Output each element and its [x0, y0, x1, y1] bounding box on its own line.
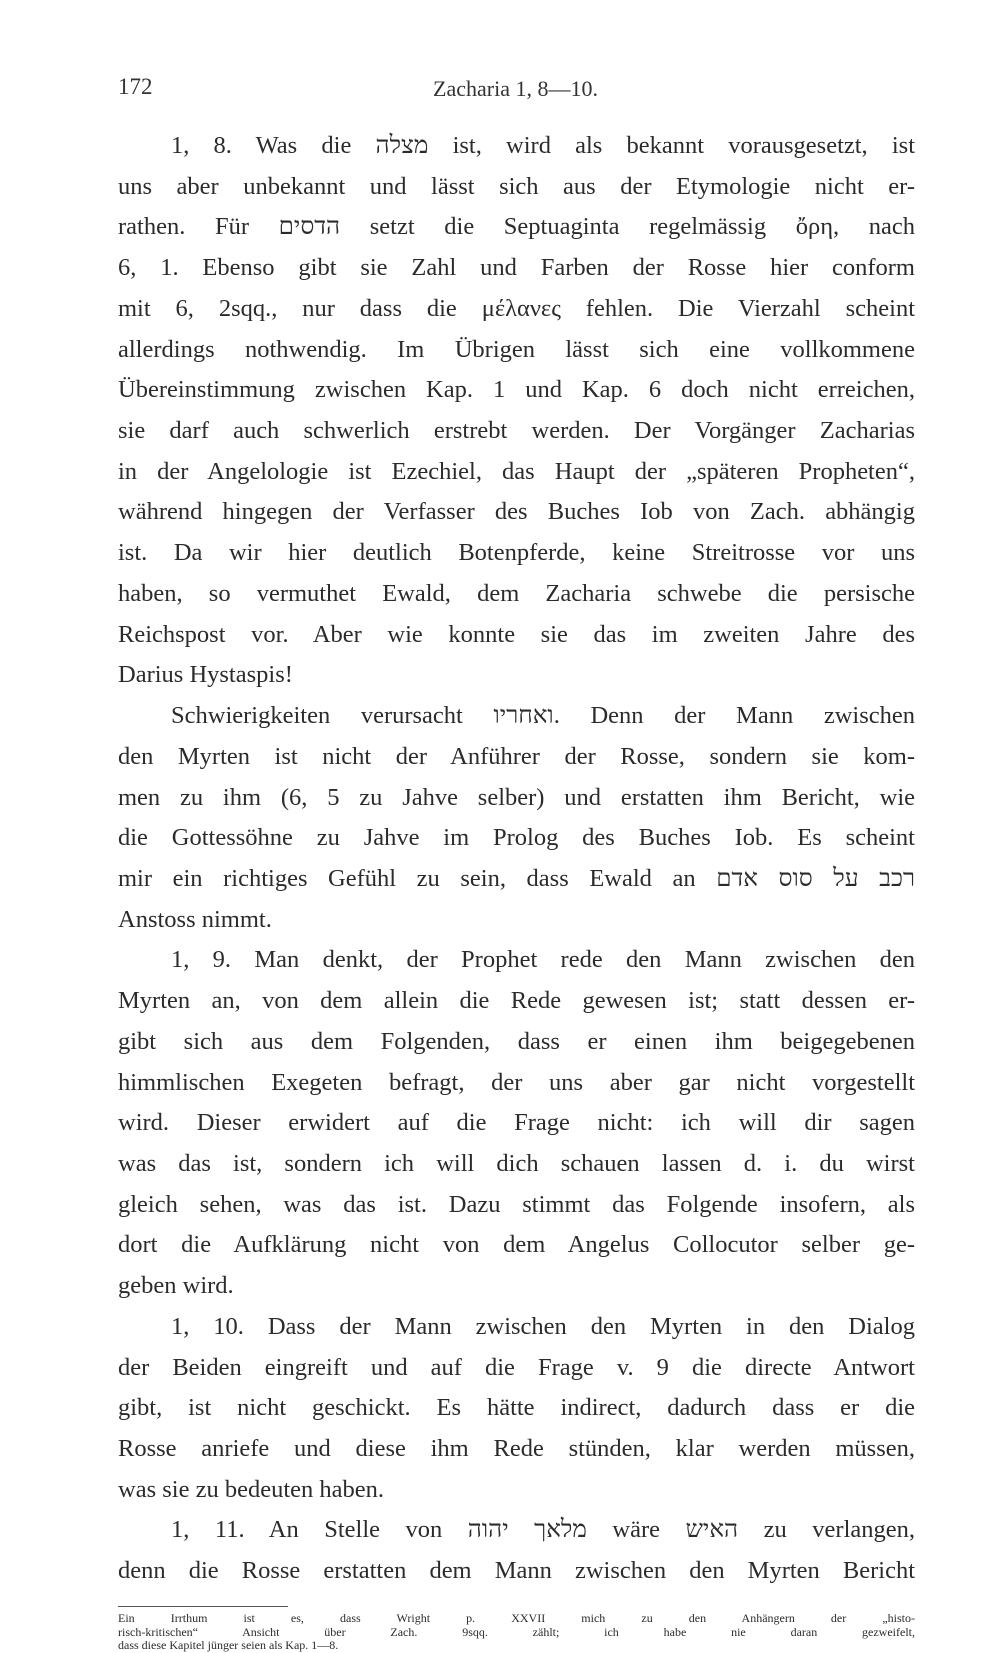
- text-line: gibt sich aus dem Folgenden, dass er einen ihm beigegebenen: [118, 1027, 915, 1055]
- text-line: gleich sehen, was das ist. Dazu stimmt das Folgende insofern, als: [118, 1190, 915, 1218]
- text-line: dort die Aufklärung nicht von dem Angelus Collocutor selber ge-: [118, 1231, 915, 1259]
- footnote-line: dass diese Kapitel jünger seien als Kap. 1—8.: [118, 1638, 339, 1652]
- text-line: 1, 8. Was die מצלה ist, wird als bekannt vorausgesetzt, ist: [171, 132, 915, 159]
- paragraph: [118, 1307, 915, 1511]
- text-line: in der Angelologie ist Ezechiel, das Haupt der „späteren Propheten“,: [118, 457, 915, 485]
- text-line: Schwierigkeiten verursacht ואחריו. Denn der Mann zwischen: [171, 702, 916, 730]
- text-line: was das ist, sondern ich will dich schauen lassen d. i. du wirst: [118, 1149, 915, 1177]
- text-line: Darius Hystaspis!: [118, 661, 293, 689]
- text-line: denn die Rosse erstatten dem Mann zwischen den Myrten Bericht: [118, 1557, 915, 1585]
- text-line: sie darf auch schwerlich erstrebt werden. Der Vorgänger Zacharias: [118, 417, 915, 445]
- text-line: Rosse anriefe und diese ihm Rede stünden, klar werden müssen,: [118, 1435, 915, 1462]
- text-line: geben wird.: [118, 1272, 234, 1300]
- text-line: Reichspost vor. Aber wie konnte sie das im zweiten Jahre des: [118, 620, 915, 648]
- text-line: den Myrten ist nicht der Anführer der Rosse, sondern sie kom-: [118, 742, 915, 770]
- page-number: 172: [118, 74, 153, 99]
- text-line: mit 6, 2sqq., nur dass die μέλανες fehlen. Die Vierzahl scheint: [118, 294, 915, 322]
- text-line: ist. Da wir hier deutlich Botenpferde, keine Streitrosse vor uns: [118, 539, 915, 567]
- text-line: 6, 1. Ebenso gibt sie Zahl und Farben der Rosse hier conform: [118, 254, 915, 282]
- text-line: der Beiden eingreift und auf die Frage v. 9 die directe Antwort: [118, 1353, 915, 1381]
- paragraph: [118, 696, 915, 940]
- text-line: die Gottessöhne zu Jahve im Prolog des Buches Iob. Es scheint: [118, 824, 915, 852]
- text-line: 1, 10. Dass der Mann zwischen den Myrten in den Dialog: [171, 1312, 915, 1340]
- text-line: Myrten an, von dem allein die Rede gewesen ist; statt dessen er-: [118, 987, 915, 1015]
- text-line: 1, 11. An Stelle von מלאך יהוה wäre האיש zu verlangen,: [171, 1516, 916, 1544]
- paragraph: [118, 940, 915, 1306]
- text-line: 1, 9. Man denkt, der Prophet rede den Mann zwischen den: [171, 946, 915, 974]
- text-line: was sie zu bedeuten haben.: [118, 1475, 384, 1503]
- text-line: während hingegen der Verfasser des Buches Iob von Zach. abhängig: [118, 498, 915, 526]
- footnote-line: Ein Irrthum ist es, dass Wright p. XXVII mich zu den Anhängern der „histo-: [118, 1611, 915, 1625]
- running-head: Zacharia 1, 8—10.: [433, 76, 598, 101]
- text-line: Übereinstimmung zwischen Kap. 1 und Kap. 6 doch nicht erreichen,: [118, 376, 915, 404]
- page-header: [118, 68, 913, 108]
- text-line: himmlischen Exegeten befragt, der uns aber gar nicht vorgestellt: [118, 1068, 915, 1096]
- text-line: uns aber unbekannt und lässt sich aus der Etymologie nicht er-: [118, 172, 915, 200]
- footnotes: [118, 1612, 915, 1653]
- text-line: Anstoss nimmt.: [118, 905, 272, 933]
- text-line: haben, so vermuthet Ewald, dem Zacharia schwebe die persische: [118, 579, 915, 607]
- text-line: wird. Dieser erwidert auf die Frage nicht: ich will dir sagen: [118, 1109, 915, 1137]
- paragraph: [118, 1510, 915, 1591]
- text-line: rathen. Für הדסים setzt die Septuaginta regelmässig ὄρη, nach: [118, 213, 916, 241]
- body-text: [118, 126, 915, 1592]
- footnote-line: risch-kritischen“ Ansicht über Zach. 9sqq. zählt; ich habe nie daran gezweifelt,: [118, 1624, 915, 1639]
- text-line: mir ein richtiges Gefühl zu sein, dass Ewald an רכב על סוס אדם: [118, 864, 915, 892]
- paragraph: [118, 126, 915, 696]
- text-line: gibt, ist nicht geschickt. Es hätte indirect, dadurch dass er die: [118, 1394, 915, 1422]
- text-line: men zu ihm (6, 5 zu Jahve selber) und erstatten ihm Bericht, wie: [118, 783, 915, 811]
- footnote-rule: [118, 1606, 288, 1607]
- text-line: allerdings nothwendig. Im Übrigen lässt sich eine vollkommene: [118, 335, 915, 363]
